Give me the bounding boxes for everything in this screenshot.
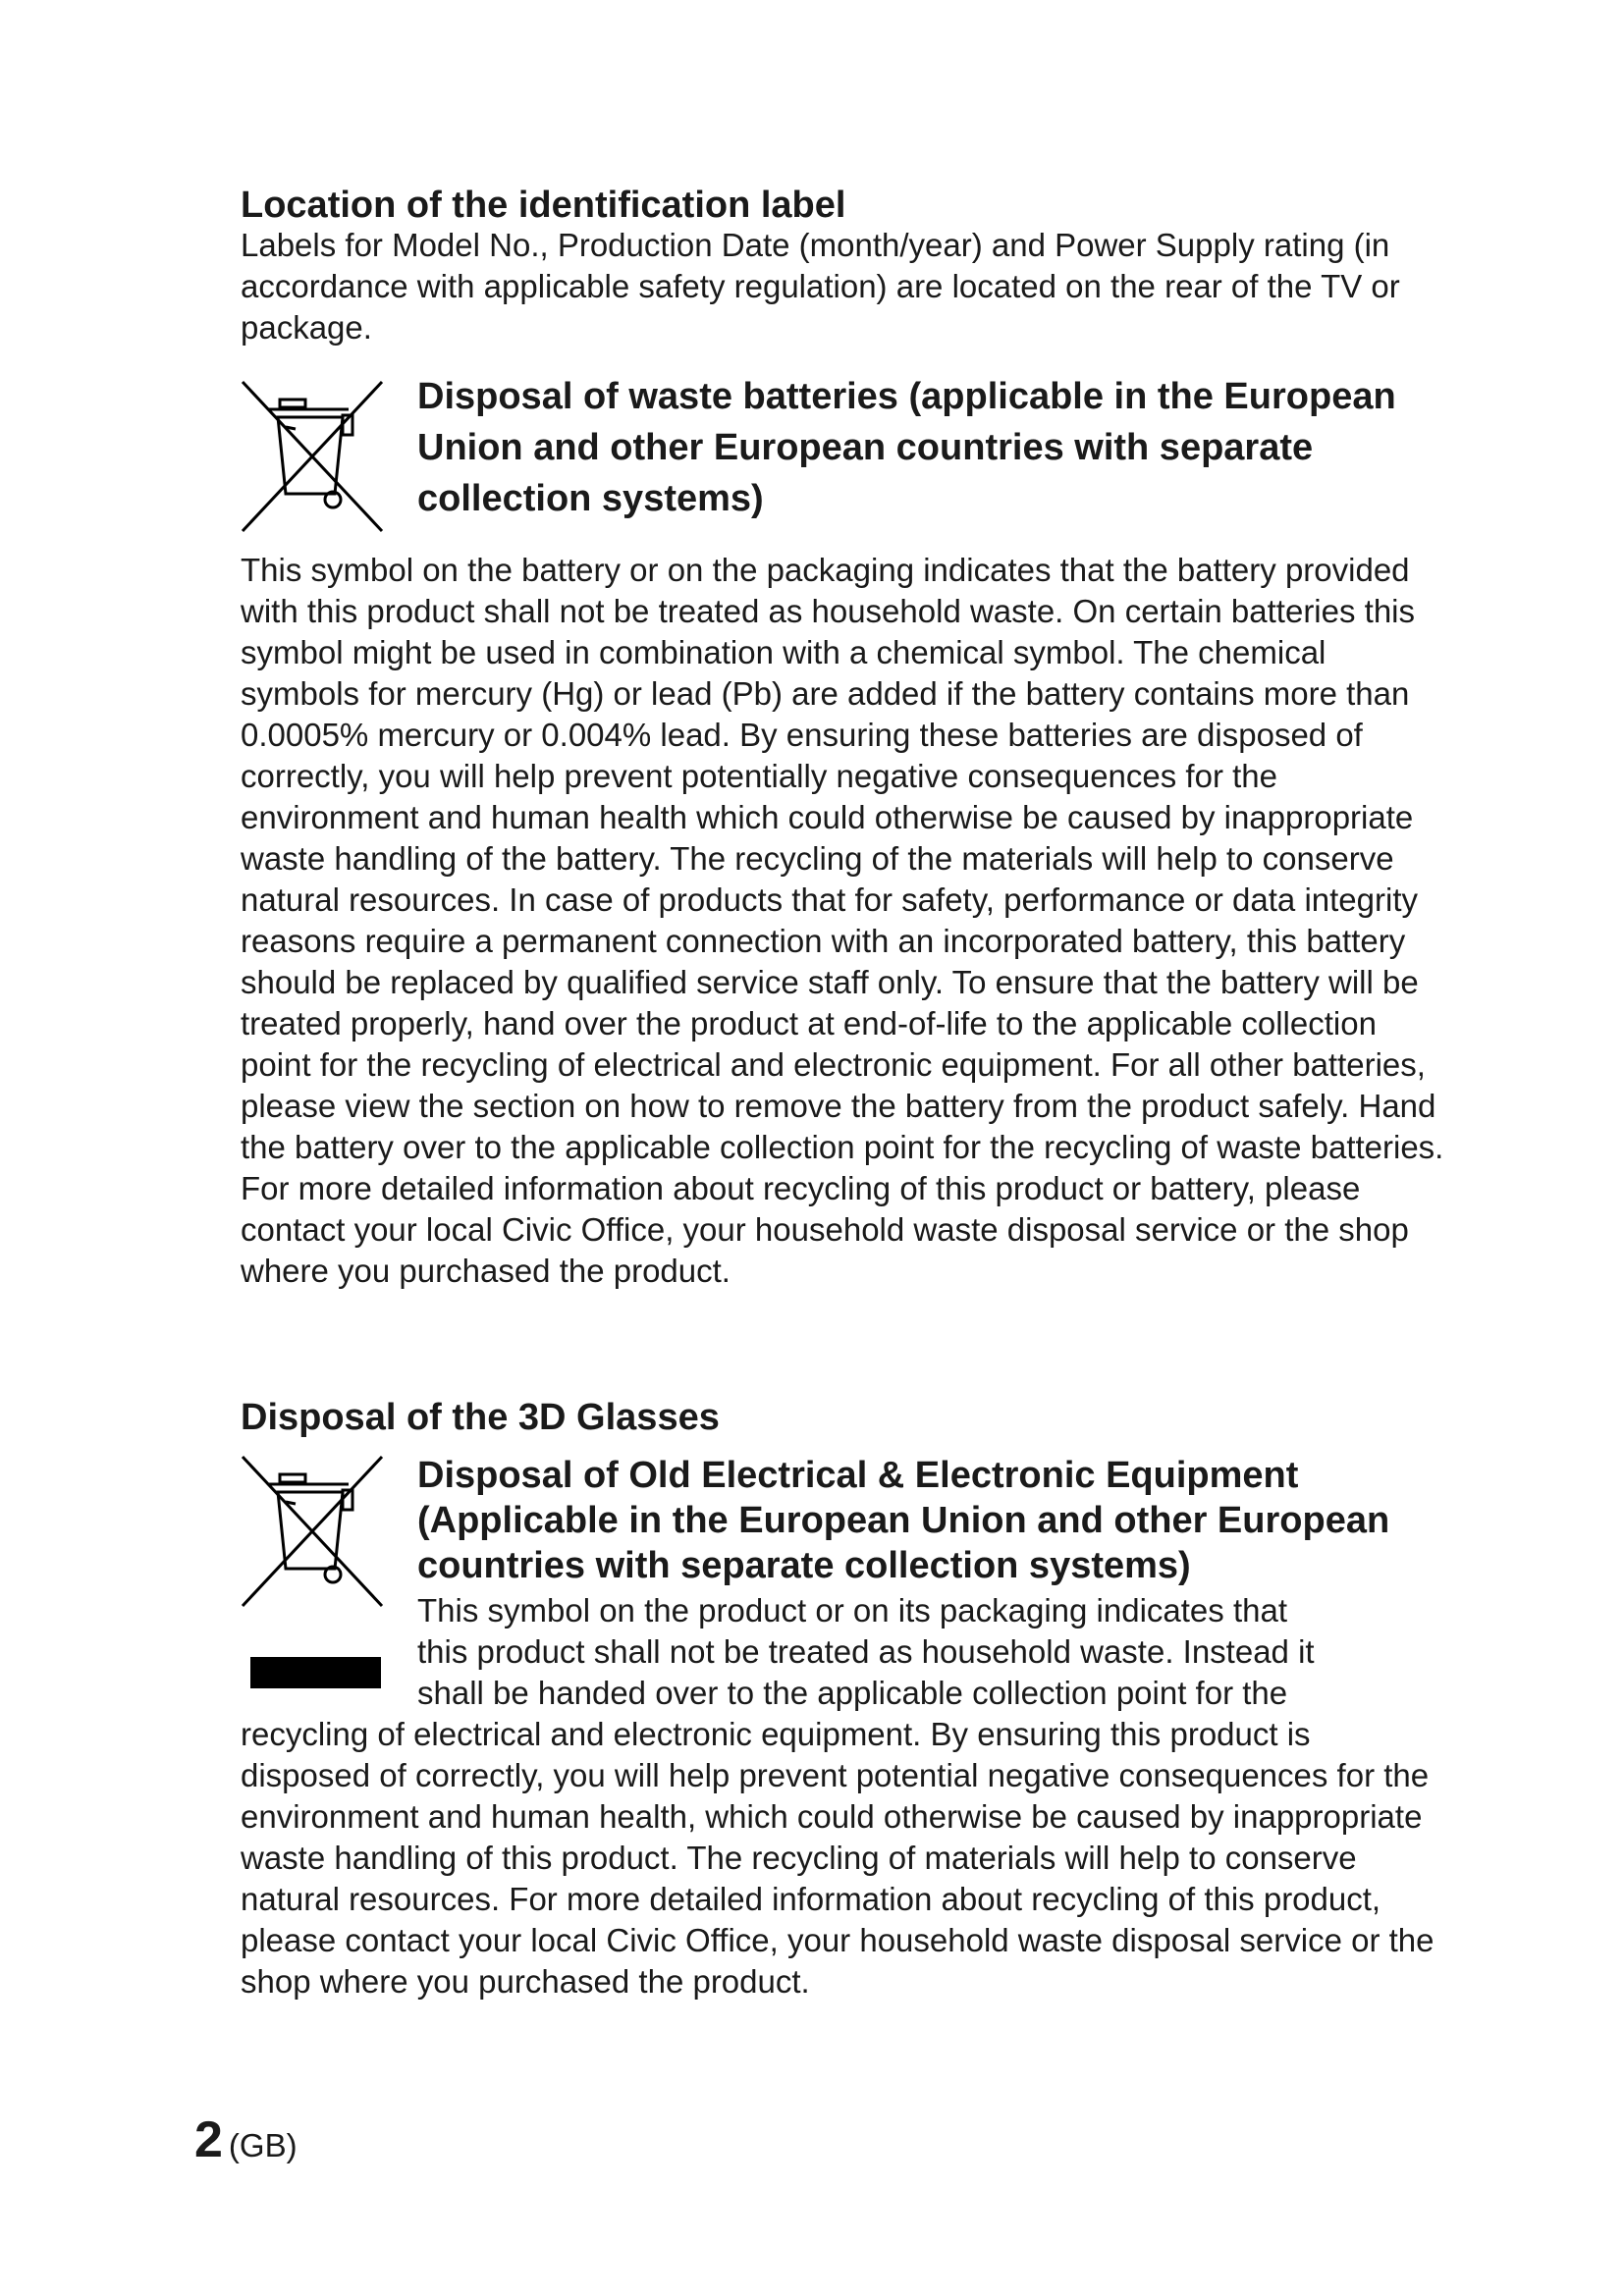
page-footer <box>194 2110 298 2169</box>
crossed-out-wheelie-bin-icon <box>239 378 386 535</box>
identification-label-heading: Location of the identification label <box>241 185 846 226</box>
weee-heading: Disposal of Old Electrical & Electronic Equipment (Applicable in the European Union and other European countries with separate collection systems) <box>417 1455 1390 1586</box>
batteries-text: This symbol on the battery or on the packaging indicates that the battery provided with this product shall not be treated as household waste. On certain batteries this symbol might be used in combination with a chemical symbol. The chemical symbols for mercury (Hg) or lead (Pb) are added if the battery contains more than 0.0005% mercury or 0.004% lead. By ensuring these batteries are disposed of correctly, you will help prevent potentially negative consequences for the environment and human health which could otherwise be caused by inappropriate waste handling of the battery. The recycling of the materials will help to conserve natural resources. In case of products that for safety, performance or data integrity reasons require a permanent connection with an incorporated battery, this battery should be replaced by qualified service staff only. To ensure that the battery will be treated properly, hand over the product at end-of-life to the applicable collection point for the recycling of electrical and electronic equipment. For all other batteries, please view the section on how to remove the battery from the product safely. Hand the battery over to the applicable collection point for the recycling of waste batteries. For more detailed information about recycling of this product or battery, please contact your local Civic Office, your household waste disposal service or the shop where you purchased the product. <box>241 552 1444 1289</box>
weee-text-rest-wrap <box>241 1714 1448 2002</box>
battery-bin-icon-block <box>239 378 386 535</box>
weee-icon-block <box>239 1453 386 1610</box>
identification-label-section <box>241 182 1448 348</box>
identification-label-text: Labels for Model No., Production Date (month/year) and Power Supply rating (in accordance with applicable safety regulation) are located on the rear of the TV or package. <box>241 227 1400 346</box>
page-region: (GB) <box>228 2127 298 2163</box>
batteries-heading: Disposal of waste batteries (applicable in the European Union and other European countries with separate collection systems) <box>417 376 1396 519</box>
glasses-section-heading-wrap <box>241 1394 1448 1441</box>
weee-text-line-2: this product shall not be treated as household waste. Instead it <box>417 1633 1315 1670</box>
page-number: 2 <box>194 2111 223 2168</box>
weee-text-rest: recycling of electrical and electronic equipment. By ensuring this product is disposed of correctly, you will help prevent potential negative consequences for the environment and human health, which could otherwise be caused by inappropriate waste handling of this product. The recycling of materials will help to conserve natural resources. For more detailed information about recycling of this product, please contact your local Civic Office, your household waste disposal service or the shop where you purchased the product. <box>241 1716 1435 2000</box>
weee-bar-mark <box>250 1657 381 1688</box>
batteries-section <box>241 550 1448 1292</box>
weee-text-line-3: shall be handed over to the applicable collection point for the <box>417 1675 1288 1711</box>
weee-indented-text <box>417 1590 1448 1714</box>
weee-text-line-1: This symbol on the product or on its packaging indicates that <box>417 1592 1287 1629</box>
glasses-heading: Disposal of the 3D Glasses <box>241 1397 720 1438</box>
crossed-out-wheelie-bin-with-bar-icon <box>239 1453 386 1610</box>
